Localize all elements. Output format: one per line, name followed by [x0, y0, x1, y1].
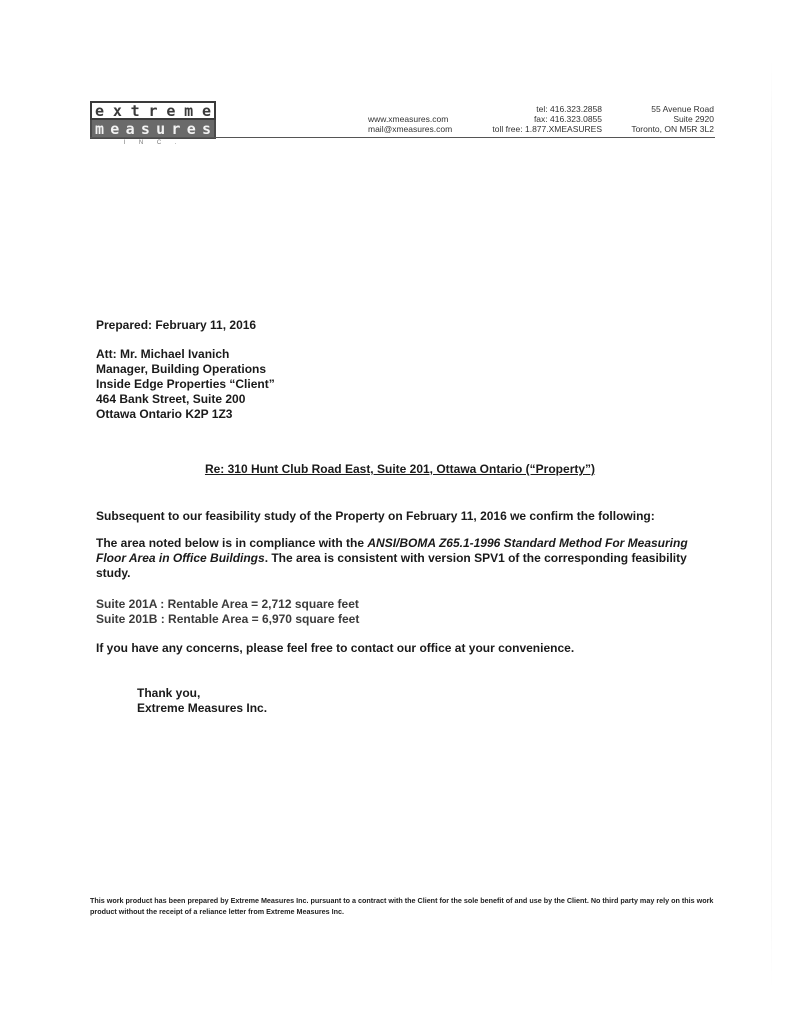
address-line: Toronto, ON M5R 3L2 [631, 124, 714, 134]
address-line: 55 Avenue Road [651, 104, 714, 114]
intro-paragraph: Subsequent to our feasibility study of the Property on February 11, 2016 we confirm the following: [96, 509, 655, 523]
logo-word-extreme: e x t r e m e [90, 101, 216, 120]
closing-block [137, 686, 267, 716]
recipient-line: Inside Edge Properties “Client” [96, 377, 275, 391]
suite-area-line: Suite 201A : Rentable Area = 2,712 square feet [96, 597, 359, 611]
web-contact [368, 114, 452, 134]
toll-free-number: toll free: 1.877.XMEASURES [492, 124, 602, 134]
recipient-block [96, 347, 275, 422]
tel-number: tel: 416.323.2858 [536, 104, 602, 114]
header-divider [90, 137, 715, 138]
email-link[interactable]: mail@xmeasures.com [368, 124, 453, 134]
concerns-paragraph: If you have any concerns, please feel free to contact our office at your convenience. [96, 641, 575, 655]
address-line: Suite 2920 [673, 114, 714, 124]
company-logo [90, 101, 216, 146]
prepared-date: Prepared: February 11, 2016 [96, 318, 257, 332]
website-link[interactable]: www.xmeasures.com [368, 114, 449, 124]
subject-line [0, 462, 800, 477]
logo-word-measures: m e a s u r e s [90, 120, 216, 139]
fax-number: fax: 416.323.0855 [533, 114, 602, 124]
scan-edge-shadow [771, 60, 772, 990]
suite-area-line: Suite 201B : Rentable Area = 6,970 square feet [96, 612, 360, 626]
suite-areas [96, 597, 359, 627]
footer-disclaimer: This work product has been prepared by Extreme Measures Inc. pursuant to a contract with the Client for the sole benefit of and use by the Client. No third party may rely on this work product without the receipt of a reliance letter from Extreme Measures Inc. [90, 896, 714, 916]
standard-name: ANSI/BOMA Z65.1-1996 Standard Method For Measuring Floor Area in Office Buildings [96, 536, 688, 565]
company-address [614, 104, 714, 134]
closing-text: Thank you, [137, 686, 201, 700]
phone-contact [478, 104, 602, 134]
compliance-paragraph: The area noted below is in compliance with the ANSI/BOMA Z65.1-1996 Standard Method For Measuring Floor Area in Office Buildings. The area is consistent with version SPV1 of the corresponding feasibility study. [96, 536, 688, 580]
recipient-line: Ottawa Ontario K2P 1Z3 [96, 407, 233, 421]
subject-text: Re: 310 Hunt Club Road East, Suite 201, Ottawa Ontario (“Property”) [204, 462, 596, 476]
recipient-line: Att: Mr. Michael Ivanich [96, 347, 230, 361]
logo-inc: I N C . [123, 140, 183, 146]
signature-text: Extreme Measures Inc. [137, 701, 268, 715]
recipient-line: Manager, Building Operations [96, 362, 267, 376]
recipient-line: 464 Bank Street, Suite 200 [96, 392, 246, 406]
